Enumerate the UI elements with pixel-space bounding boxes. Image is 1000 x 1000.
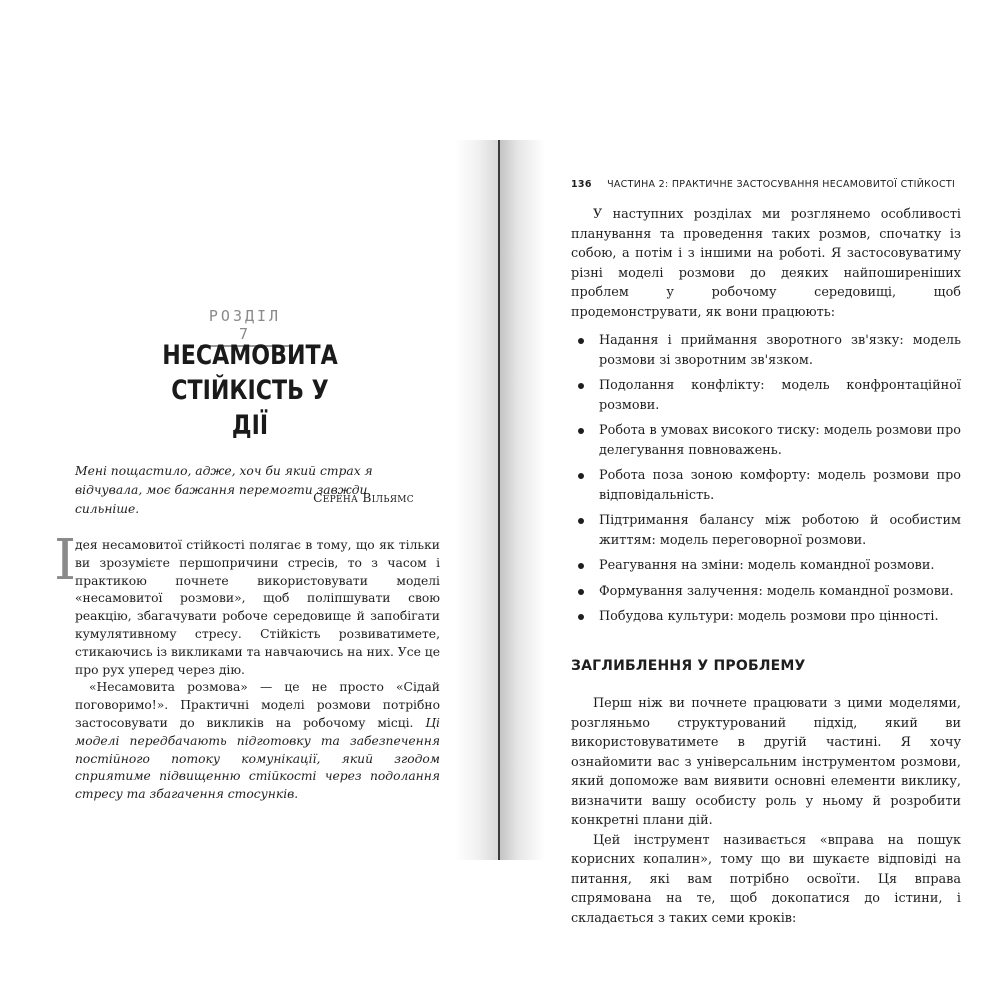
list-item: Реагування на зміни: модель командної розмови.	[571, 556, 961, 576]
list-item: Формування залучення: модель командної розмови.	[571, 582, 961, 602]
model-list	[571, 331, 961, 627]
right-paragraph-2: Цей інструмент називається «вправа на пошук корисних копалин», тому що ви шукаєте відповіді на питання, які вам потрібно освоїти. Ця вправа спрямована на те, щоб докопатися до істини, і складається з таких семи кроків:	[571, 832, 961, 926]
chapter-title-line2: СТІЙКІСТЬ У ДІЇ	[171, 375, 329, 441]
list-item: Робота в умовах високого тиску: модель розмови про делегування повноважень.	[571, 421, 961, 460]
list-item: Надання і приймання зворотного зв'язку: модель розмови зі зворотним зв'язком.	[571, 331, 961, 370]
left-paragraph-1: дея несамовитої стійкості полягає в тому, що як тільки ви зрозумієте першопричини стресів, то з часом і практикою почнете використовувати моделі «несамовитої розмови», щоб поліпшувати свою реакцію, збагачувати робоче середовище й запобігати кумулятивному стресу. Стійкість розвиватимете, стикаючись із викликами та навчаючись на них. Усе це про рух уперед через дію.	[75, 538, 440, 677]
drop-cap: І	[54, 528, 77, 593]
epigraph-quote: Мені пощастило, адже, хоч би який страх я відчувала, моє бажання перемогти завжди сильніше.	[75, 464, 373, 516]
book-spine-line	[498, 140, 500, 860]
section-heading: ЗАГЛИБЛЕННЯ У ПРОБЛЕМУ	[571, 657, 806, 674]
left-paragraph-2	[75, 679, 440, 804]
running-head	[571, 179, 971, 190]
list-item: Підтримання балансу між роботою й особистим життям: модель переговорної розмови.	[571, 511, 961, 550]
chapter-label: РОЗДІЛ 7	[200, 307, 290, 347]
list-item: Подолання конфлікту: модель конфронтаційної розмови.	[571, 376, 961, 415]
left-paragraph-2-regular: «Несамовита розмова» — це не просто «Сідай поговоримо!». Практичні моделі розмови потрібно застосовувати до викликів на робочому місці.	[75, 680, 440, 730]
list-item: Робота поза зоною комфорту: модель розмови про відповідальність.	[571, 466, 961, 505]
chapter-title-line1: НЕСАМОВИТА	[162, 340, 338, 371]
book-gutter-shadow-right	[500, 140, 545, 860]
right-paragraph-1: Перш ніж ви почнете працювати з цими моделями, розгляньмо структурований підхід, який ви використовуватимете в другій частині. Я хочу ознайомити вас з універсальним інструментом розмови, який допоможе вам виявити основні елементи виклику, визначити вашу особисту роль у ньому й розробити конкретні плани дій.	[571, 696, 961, 828]
right-body-text	[571, 205, 961, 928]
left-body-text	[75, 537, 440, 804]
right-intro-paragraph: У наступних розділах ми розглянемо особливості планування та проведення таких розмов, спочатку із собою, а потім і з іншими на роботі. Я застосовуватиму різні моделі розмови до деяких найпоширеніших проблем у робочому середовищі, щоб продемонструвати, як вони працюють:	[571, 207, 961, 320]
running-head-title: ЧАСТИНА 2: ПРАКТИЧНЕ ЗАСТОСУВАННЯ НЕСАМОВИТОЇ СТІЙКОСТІ	[607, 179, 956, 190]
epigraph-author: Серена Вільямс	[313, 491, 414, 505]
left-paragraph-2-italic: Ці моделі передбачають підготовку та забезпечення постійного потоку комунікації, який згодом сприятиме підвищенню стійкості через подолання стресу та збагачення стосунків.	[75, 715, 440, 802]
page-number: 136	[571, 179, 592, 190]
list-item: Побудова культури: модель розмови про цінності.	[571, 607, 961, 627]
chapter-title	[152, 338, 349, 443]
